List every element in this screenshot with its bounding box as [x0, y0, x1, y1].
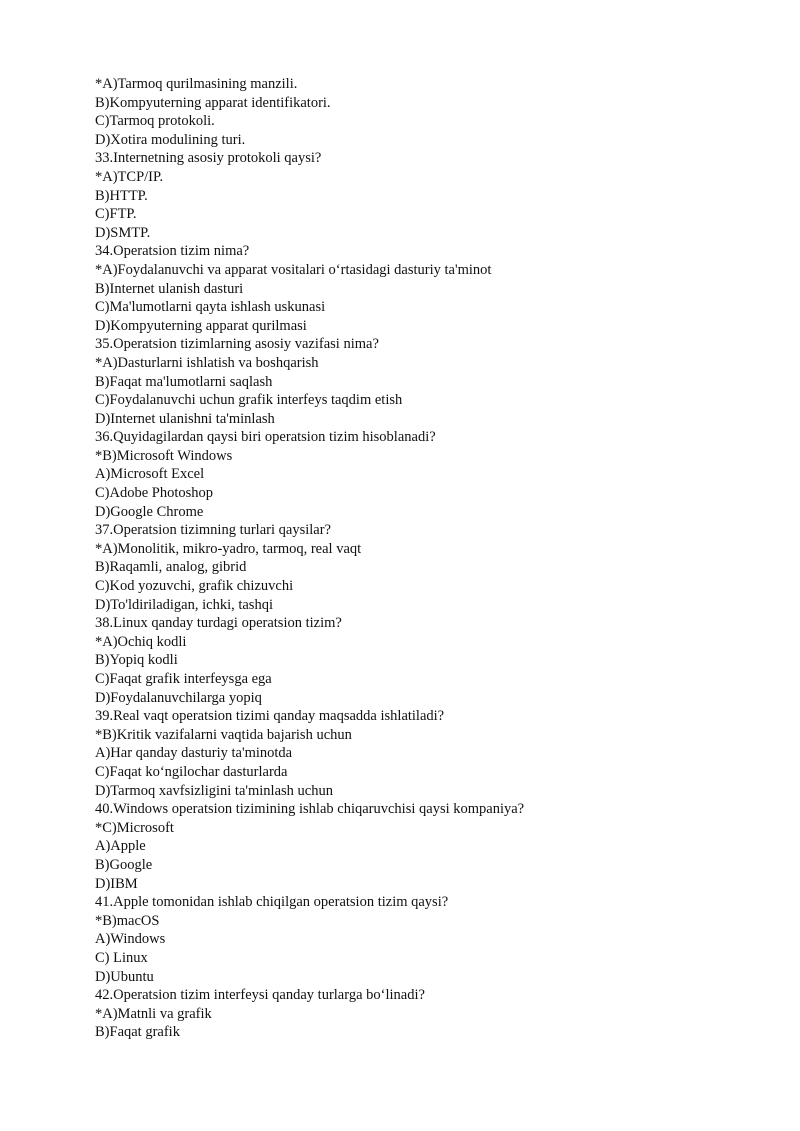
answer-option: *B)Microsoft Windows: [95, 447, 233, 464]
answer-option: D)Ubuntu: [95, 968, 154, 985]
answer-option: *A)Monolitik, mikro-yadro, tarmoq, real vaqt: [95, 540, 362, 557]
answer-option: A)Har qanday dasturiy ta'minotda: [95, 745, 293, 762]
answer-option: *B)macOS: [95, 912, 160, 929]
answer-option: D)To'ldiriladigan, ichki, tashqi: [95, 596, 273, 613]
answer-option: B)Kompyuterning apparat identifikatori.: [95, 94, 331, 111]
answer-option: D)Xotira modulining turi.: [95, 131, 246, 148]
answer-option: B)Yopiq kodli: [95, 652, 178, 669]
question-38: 38.Linux qanday turdagi operatsion tizim?: [95, 615, 342, 632]
answer-option: C)Ma'lumotlarni qayta ishlash uskunasi: [95, 299, 326, 316]
answer-option: C)Tarmoq protokoli.: [95, 113, 215, 130]
answer-option: *B)Kritik vazifalarni vaqtida bajarish uchun: [95, 726, 352, 743]
answer-option: *A)Tarmoq qurilmasining manzili.: [95, 76, 298, 92]
question-35: 35.Operatsion tizimlarning asosiy vazifasi nima?: [95, 336, 379, 353]
answer-option: C)Faqat ko‘ngilochar dasturlarda: [95, 763, 288, 780]
answer-option: C)Kod yozuvchi, grafik chizuvchi: [95, 578, 294, 595]
answer-option: *A)TCP/IP.: [95, 168, 164, 185]
answer-option: *A)Foydalanuvchi va apparat vositalari o‘rtasidagi dasturiy ta'minot: [95, 261, 492, 278]
answer-option: *C)Microsoft: [95, 819, 174, 836]
answer-option: B)Faqat ma'lumotlarni saqlash: [95, 373, 273, 390]
question-39: 39.Real vaqt operatsion tizimi qanday maqsadda ishlatiladi?: [95, 708, 445, 725]
answer-option: C)FTP.: [95, 206, 137, 223]
answer-option: *A)Dasturlarni ishlatish va boshqarish: [95, 354, 319, 371]
answer-option: D)Foydalanuvchilarga yopiq: [95, 689, 262, 706]
answer-option: C)Adobe Photoshop: [95, 485, 214, 502]
answer-option: B)Google: [95, 856, 153, 873]
answer-option: *A)Matnli va grafik: [95, 1005, 212, 1022]
answer-option: D)Internet ulanishni ta'minlash: [95, 410, 275, 427]
answer-option: C)Faqat grafik interfeysga ega: [95, 671, 272, 687]
answer-option: C)Foydalanuvchi uchun grafik interfeys taqdim etish: [95, 392, 403, 409]
answer-option: D)SMTP.: [95, 224, 151, 241]
answer-option: D)Google Chrome: [95, 503, 204, 520]
answer-option: A)Windows: [95, 931, 166, 948]
answer-option: B)Internet ulanish dasturi: [95, 280, 244, 297]
question-42: 42.Operatsion tizim interfeysi qanday turlarga bo‘linadi?: [95, 987, 425, 1004]
answer-option: D)Kompyuterning apparat qurilmasi: [95, 317, 307, 334]
answer-option: B)Raqamli, analog, gibrid: [95, 559, 247, 576]
document-page: [95, 75, 775, 1042]
answer-option: D)Tarmoq xavfsizligini ta'minlash uchun: [95, 782, 333, 799]
answer-option: *A)Ochiq kodli: [95, 633, 187, 650]
answer-option: B)Faqat grafik: [95, 1024, 180, 1041]
answer-option: D)IBM: [95, 875, 138, 892]
question-34: 34.Operatsion tizim nima?: [95, 243, 250, 260]
question-40: 40.Windows operatsion tizimining ishlab chiqaruvchisi qaysi kompaniya?: [95, 801, 525, 818]
answer-option: C) Linux: [95, 949, 148, 966]
answer-option: A)Microsoft Excel: [95, 466, 205, 483]
answer-option: B)HTTP.: [95, 187, 148, 204]
question-37: 37.Operatsion tizimning turlari qaysilar?: [95, 522, 331, 539]
question-41: 41.Apple tomonidan ishlab chiqilgan operatsion tizim qaysi?: [95, 894, 449, 911]
question-36: 36.Quyidagilardan qaysi biri operatsion tizim hisoblanadi?: [95, 429, 436, 446]
answer-option: A)Apple: [95, 838, 146, 855]
question-33: 33.Internetning asosiy protokoli qaysi?: [95, 150, 322, 167]
